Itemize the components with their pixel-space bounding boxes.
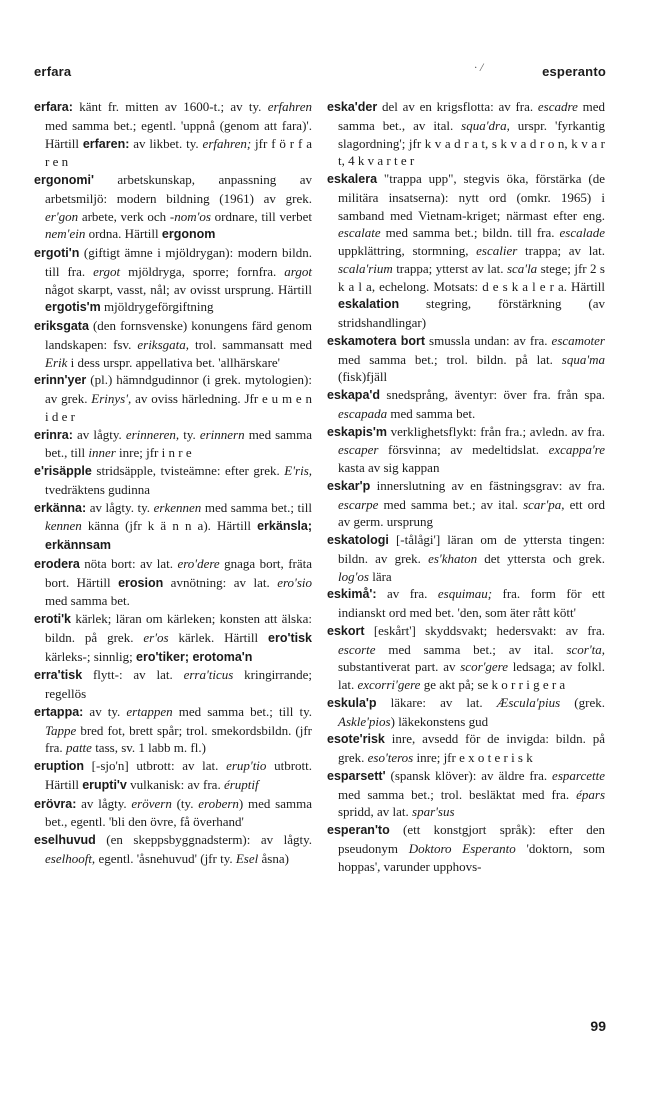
dictionary-entry: eskapa'd snedsprång, äventyr: över fra. från spa. escapada med samma bet. xyxy=(327,387,605,421)
dictionary-entry: eruption [-sjo'n] utbrott: av lat. erup'tio utbrott. Härtill erupti'v vulkanisk: av fra. éruptif xyxy=(34,758,312,792)
center-mark: · / xyxy=(474,60,484,74)
dictionary-entry: eskar'p innerslutning av en fästningsgrav: av fra. escarpe med samma bet.; av ital. scar'pa, ett ord av germ. ursprung xyxy=(327,477,605,530)
dictionary-entry: eskalera "trappa upp", stegvis öka, förstärka (de militära insatserna): nytt ord (omkr. 1965) i samband med Vietnam-kriget; närmast efter eng. escalate med samma bet.; bildn. till fra. escalade uppklättring, stormning, escalier trappa; av lat. scala'rium trappa; ytterst av lat. sca'la stege; jfr 2 s k a l a, echelong. Motsats: d e s k a l e r a. Härtill eskalation stegring, förstärkning (av stridshandlingar) xyxy=(327,171,605,330)
dictionary-entry: eskimå': av fra. esquimau; fra. form för ett indianskt ord med bet. 'den, som äter rått kött' xyxy=(327,586,605,620)
dictionary-entry: eselhuvud (en skeppsbyggnadsterm): av lågty. eselhooft, egentl. 'åsnehuvud' (jfr ty. Esel åsna) xyxy=(34,832,312,866)
dictionary-entry: erra'tisk flytt-: av lat. erra'ticus kringirrande; regellös xyxy=(34,667,312,701)
dictionary-entry: eskort [eskårt'] skyddsvakt; hedersvakt: av fra. escorte med samma bet.; av ital. scor'ta, substantiverat part. av scor'gere ledsaga; av folkl. lat. excorri'gere ge akt på; se k o r r i g e r a xyxy=(327,622,605,692)
dictionary-entry: eskamotera bort smussla undan: av fra. escamoter med samma bet.; trol. bildn. på lat. squa'ma (fisk)fjäll xyxy=(327,332,605,385)
dictionary-entry: esparsett' (spansk klöver): av äldre fra. esparcette med samma bet.; trol. besläktat med fra. épars spridd, av lat. spar'sus xyxy=(327,767,605,820)
page-number: 99 xyxy=(590,1018,606,1034)
dictionary-entry: eroti'k kärlek; läran om kärleken; konsten att älska: bildn. på grek. er'os kärlek. Härtill ero'tisk kärleks-; sinnlig; ero'tiker; erotoma'n xyxy=(34,611,312,664)
left-column xyxy=(34,98,312,868)
dictionary-entry: esperan'to (ett konstgjort språk): efter den pseudonym Doktoro Esperanto 'doktorn, som hoppas', varunder upphovs- xyxy=(327,822,605,874)
dictionary-entry: eriksgata (den fornsvenske) konungens färd genom landskapen: fsv. eriksgata, trol. sammansatt med Erik i dess urspr. appellativa bet. 'allhärskare' xyxy=(34,318,313,370)
dictionary-entry: erodera nöta bort: av lat. ero'dere gnaga bort, fräta bort. Härtill erosion avnötning: av lat. ero'sio med samma bet. xyxy=(34,555,312,609)
dictionary-entry: ergonomi' arbetskunskap, anpassning av arbetsmiljö: modern bildning (1961) av grek. er'gon arbete, verk och -nom'os ordnare, till verbet nem'ein ordna. Härtill ergonom xyxy=(34,172,312,242)
dictionary-entry: eskatologi [-tålågi'] läran om de yttersta tingen: bildn. av grek. es'khaton det yttersta och grek. log'os lära xyxy=(327,532,606,584)
running-head-right: esperanto xyxy=(542,64,606,79)
dictionary-entry: eska'der del av en krigsflotta: av fra. escadre med samma bet., av ital. squa'dra, urspr. 'fyrkantig slagordning'; jfr k v a d r a t, s k v a d r o n, k v a r t, 4 k v a r t e r xyxy=(327,99,605,169)
dictionary-entry: e'risäpple stridsäpple, tvisteämne: efter grek. E'ris, tvedräktens gudinna xyxy=(34,463,312,497)
running-head-left: erfara xyxy=(34,64,72,79)
dictionary-entry: eskapis'm verklighetsflykt: från fra.; avledn. av fra. escaper försvinna; av medeltidslat. excappa're kasta av sig kappan xyxy=(327,423,605,475)
dictionary-entry: ertappa: av ty. ertappen med samma bet.; till ty. Tappe bred fot, brett spår; trol. smekordsbildn. (jfr fra. patte tass, sv. 1 labb m. fl.) xyxy=(34,703,312,756)
dictionary-entry: ergoti'n (giftigt ämne i mjöldrygan): modern bildn. till fra. ergot mjöldryga, sporre; fornfra. argot något skarpt, vasst, nål; av ovisst ursprung. Härtill ergotis'm mjöldrygeförgiftning xyxy=(34,245,312,315)
dictionary-entry: esote'risk inre, avsedd för de invigda: bildn. på grek. eso'teros inre; jfr e x o t e r i s k xyxy=(327,731,605,765)
dictionary-entry: erinn'yer (pl.) hämndgudinnor (i grek. mytologien): av grek. Erinys', av oviss härledning. Jfr e u m e n i d e r xyxy=(34,372,312,424)
dictionary-entry: erövra: av lågty. erövern (ty. erobern) med samma bet., egentl. 'bli den övre, få överhand' xyxy=(34,795,313,830)
dictionary-entry: erkänna: av lågty. ty. erkennen med samma bet.; till kennen känna (jfr k ä n n a). Härtill erkänsla; erkännsam xyxy=(34,499,312,552)
dictionary-entry: eskula'p läkare: av lat. Æscula'pius (grek. Askle'pios) läkekonstens gud xyxy=(327,694,605,729)
right-column xyxy=(327,98,605,875)
dictionary-entry: erfara: känt fr. mitten av 1600-t.; av ty. erfahren med samma bet.; egentl. 'uppnå (genom att fara)'. Härtill erfaren: av likbet. ty. erfahren; jfr f ö r f a r e n xyxy=(34,99,312,170)
dictionary-entry: erinra: av lågty. erinneren, ty. erinnern med samma bet., till inner inre; jfr i n r e xyxy=(34,426,312,461)
